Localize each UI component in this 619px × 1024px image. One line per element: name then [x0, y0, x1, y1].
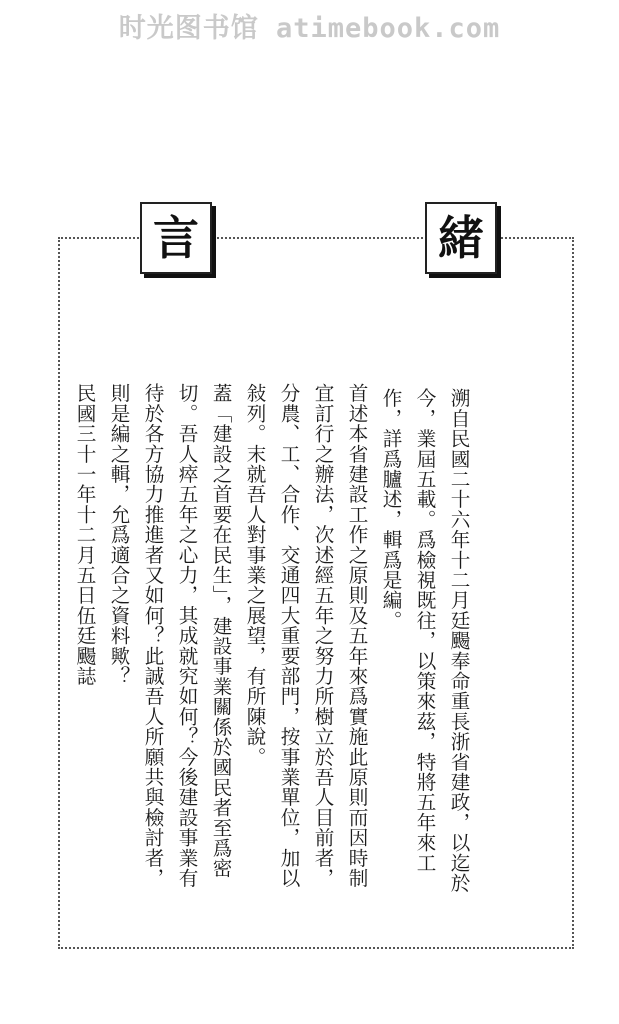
body-text: [67, 358, 475, 903]
title-char-xu: 緒: [425, 202, 497, 274]
paragraph-1: 溯自民國二十六年十二月廷颺奉命重長浙省建政，以迄於今，業屆五載。爲檢視既往，以策來茲，特將五年來工作，詳爲臚述，輯爲是編。: [379, 388, 470, 893]
paragraph-3: 蓋「建設之首要在民生」，建設事業關係於國民者至爲密切。吾人瘁五年之心力，其成就究如何？今後建設事業有待於各方協力推進者又如何？此誠吾人所願共與檢討者，則是編之輯，允爲適合之資料歟？: [107, 383, 232, 888]
paragraph-2: 首述本省建設工作之原則及五年來爲實施此原則而因時制宜訂行之辦法，次述經五年之努力所樹立於吾人目前者，分農、工、合作、交通四大重要部門，按事業單位，加以敍列。末就吾人對事業之展望，有所陳說。: [243, 383, 368, 888]
watermark: 时光图书馆 atimebook.com: [118, 13, 501, 44]
signature: 民國三十一年十二月五日伍廷颺誌: [73, 383, 96, 686]
title-char-yan: 言: [140, 202, 212, 274]
